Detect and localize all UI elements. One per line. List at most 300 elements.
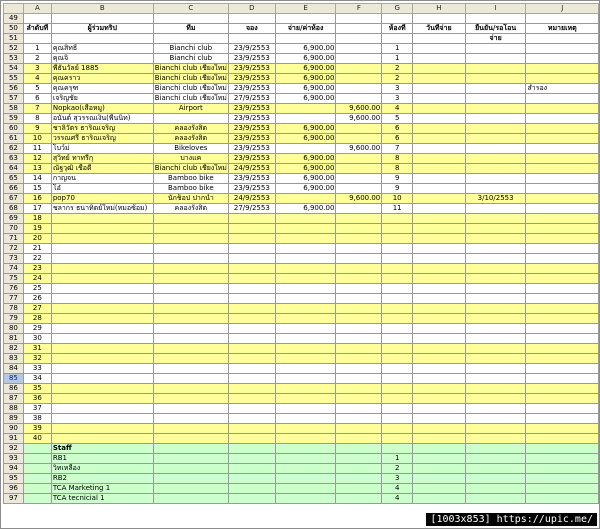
cell-g52[interactable]: 1 — [382, 44, 413, 54]
cell-h62[interactable] — [413, 144, 466, 154]
row-header[interactable]: 50 — [4, 24, 24, 34]
cell-e91[interactable] — [275, 434, 336, 444]
cell-a67[interactable]: 16 — [23, 194, 51, 204]
cell-d68[interactable]: 27/9/2553 — [228, 204, 275, 214]
cell-b91[interactable] — [51, 434, 153, 444]
cell-c88[interactable] — [153, 404, 228, 414]
cell-g96[interactable]: 4 — [382, 484, 413, 494]
cell-b61[interactable]: วรรณศรี ธาริณเจริญ — [51, 134, 153, 144]
cell-f71[interactable] — [336, 234, 382, 244]
cell-h87[interactable] — [413, 394, 466, 404]
cell-c74[interactable] — [153, 264, 228, 274]
cell-e90[interactable] — [275, 424, 336, 434]
cell-e84[interactable] — [275, 364, 336, 374]
row-header[interactable]: 73 — [4, 254, 24, 264]
cell-g87[interactable] — [382, 394, 413, 404]
cell-f70[interactable] — [336, 224, 382, 234]
cell-a60[interactable]: 9 — [23, 124, 51, 134]
cell-i68[interactable] — [465, 204, 526, 214]
cell-h53[interactable] — [413, 54, 466, 64]
cell-g51[interactable] — [382, 34, 413, 44]
cell-f87[interactable] — [336, 394, 382, 404]
cell-f69[interactable] — [336, 214, 382, 224]
cell-d70[interactable] — [228, 224, 275, 234]
row-header[interactable]: 95 — [4, 474, 24, 484]
cell-f67[interactable]: 9,600.00 — [336, 194, 382, 204]
cell-j74[interactable] — [526, 264, 599, 274]
cell-f51[interactable] — [336, 34, 382, 44]
cell-j94[interactable] — [526, 464, 599, 474]
cell-h51[interactable] — [413, 34, 466, 44]
cell-i88[interactable] — [465, 404, 526, 414]
row-header[interactable]: 87 — [4, 394, 24, 404]
cell-i94[interactable] — [465, 464, 526, 474]
cell-h82[interactable] — [413, 344, 466, 354]
cell-j97[interactable] — [526, 494, 599, 504]
cell-b52[interactable]: คุณสิทธิ์ — [51, 44, 153, 54]
cell-b83[interactable] — [51, 354, 153, 364]
cell-j64[interactable] — [526, 164, 599, 174]
cell-b59[interactable]: อนันต์ สุวรรณเงิน(พี่นนิท) — [51, 114, 153, 124]
cell-a68[interactable]: 17 — [23, 204, 51, 214]
cell-b84[interactable] — [51, 364, 153, 374]
cell-h94[interactable] — [413, 464, 466, 474]
cell-h58[interactable] — [413, 104, 466, 114]
cell-i96[interactable] — [465, 484, 526, 494]
cell-c59[interactable] — [153, 114, 228, 124]
cell-h67[interactable] — [413, 194, 466, 204]
cell-i71[interactable] — [465, 234, 526, 244]
cell-i95[interactable] — [465, 474, 526, 484]
cell-b62[interactable]: โบว์ม่ — [51, 144, 153, 154]
cell-d77[interactable] — [228, 294, 275, 304]
cell-h69[interactable] — [413, 214, 466, 224]
cell-j73[interactable] — [526, 254, 599, 264]
cell-c73[interactable] — [153, 254, 228, 264]
cell-f55[interactable] — [336, 74, 382, 84]
cell-c86[interactable] — [153, 384, 228, 394]
cell-e55[interactable]: 6,900.00 — [275, 74, 336, 84]
row-header[interactable]: 88 — [4, 404, 24, 414]
cell-e70[interactable] — [275, 224, 336, 234]
row-header[interactable]: 72 — [4, 244, 24, 254]
cell-f49[interactable] — [336, 14, 382, 24]
cell-h59[interactable] — [413, 114, 466, 124]
cell-d55[interactable]: 23/9/2553 — [228, 74, 275, 84]
cell-d57[interactable]: 27/9/2553 — [228, 94, 275, 104]
cell-h95[interactable] — [413, 474, 466, 484]
cell-b87[interactable] — [51, 394, 153, 404]
cell-g85[interactable] — [382, 374, 413, 384]
cell-i57[interactable] — [465, 94, 526, 104]
cell-g61[interactable]: 6 — [382, 134, 413, 144]
cell-e83[interactable] — [275, 354, 336, 364]
cell-b56[interactable]: คุณครุฑ — [51, 84, 153, 94]
cell-e74[interactable] — [275, 264, 336, 274]
cell-h71[interactable] — [413, 234, 466, 244]
cell-g94[interactable]: 2 — [382, 464, 413, 474]
cell-d87[interactable] — [228, 394, 275, 404]
cell-c78[interactable] — [153, 304, 228, 314]
cell-g82[interactable] — [382, 344, 413, 354]
cell-a94[interactable] — [23, 464, 51, 474]
cell-a52[interactable]: 1 — [23, 44, 51, 54]
row-header[interactable]: 74 — [4, 264, 24, 274]
cell-c66[interactable]: Bamboo bike — [153, 184, 228, 194]
cell-d96[interactable] — [228, 484, 275, 494]
row-header[interactable]: 93 — [4, 454, 24, 464]
row-header[interactable]: 63 — [4, 154, 24, 164]
row-header[interactable]: 70 — [4, 224, 24, 234]
cell-b81[interactable] — [51, 334, 153, 344]
cell-e86[interactable] — [275, 384, 336, 394]
cell-a63[interactable]: 12 — [23, 154, 51, 164]
cell-g65[interactable]: 9 — [382, 174, 413, 184]
cell-b85[interactable] — [51, 374, 153, 384]
cell-g76[interactable] — [382, 284, 413, 294]
cell-e96[interactable] — [275, 484, 336, 494]
cell-a88[interactable]: 37 — [23, 404, 51, 414]
cell-c52[interactable]: Bianchi club — [153, 44, 228, 54]
cell-h79[interactable] — [413, 314, 466, 324]
cell-f72[interactable] — [336, 244, 382, 254]
row-header[interactable]: 86 — [4, 384, 24, 394]
cell-e63[interactable]: 6,900.00 — [275, 154, 336, 164]
cell-a69[interactable]: 18 — [23, 214, 51, 224]
row-header[interactable]: 96 — [4, 484, 24, 494]
cell-f57[interactable] — [336, 94, 382, 104]
cell-d74[interactable] — [228, 264, 275, 274]
cell-d69[interactable] — [228, 214, 275, 224]
cell-i63[interactable] — [465, 154, 526, 164]
cell-h84[interactable] — [413, 364, 466, 374]
cell-e77[interactable] — [275, 294, 336, 304]
cell-j69[interactable] — [526, 214, 599, 224]
cell-c95[interactable] — [153, 474, 228, 484]
column-header-g[interactable]: G — [382, 4, 413, 14]
cell-g50[interactable]: ห้องที่ — [382, 24, 413, 34]
cell-f65[interactable] — [336, 174, 382, 184]
cell-e76[interactable] — [275, 284, 336, 294]
cell-h74[interactable] — [413, 264, 466, 274]
cell-a62[interactable]: 11 — [23, 144, 51, 154]
cell-e49[interactable] — [275, 14, 336, 24]
cell-e87[interactable] — [275, 394, 336, 404]
cell-i61[interactable] — [465, 134, 526, 144]
cell-j60[interactable] — [526, 124, 599, 134]
cell-i58[interactable] — [465, 104, 526, 114]
cell-f80[interactable] — [336, 324, 382, 334]
cell-i73[interactable] — [465, 254, 526, 264]
cell-d62[interactable]: 23/9/2553 — [228, 144, 275, 154]
row-header[interactable]: 60 — [4, 124, 24, 134]
cell-c70[interactable] — [153, 224, 228, 234]
cell-j62[interactable] — [526, 144, 599, 154]
cell-i90[interactable] — [465, 424, 526, 434]
cell-j76[interactable] — [526, 284, 599, 294]
cell-j80[interactable] — [526, 324, 599, 334]
cell-c53[interactable]: Bianchi club — [153, 54, 228, 64]
cell-g83[interactable] — [382, 354, 413, 364]
cell-j57[interactable] — [526, 94, 599, 104]
cell-g72[interactable] — [382, 244, 413, 254]
cell-j75[interactable] — [526, 274, 599, 284]
cell-a79[interactable]: 28 — [23, 314, 51, 324]
cell-i60[interactable] — [465, 124, 526, 134]
cell-a72[interactable]: 21 — [23, 244, 51, 254]
cell-a75[interactable]: 24 — [23, 274, 51, 284]
cell-d67[interactable]: 24/9/2553 — [228, 194, 275, 204]
cell-j82[interactable] — [526, 344, 599, 354]
cell-c71[interactable] — [153, 234, 228, 244]
row-header[interactable]: 53 — [4, 54, 24, 64]
cell-e60[interactable]: 6,900.00 — [275, 124, 336, 134]
row-header[interactable]: 97 — [4, 494, 24, 504]
cell-c96[interactable] — [153, 484, 228, 494]
cell-d85[interactable] — [228, 374, 275, 384]
cell-g67[interactable]: 10 — [382, 194, 413, 204]
row-header[interactable]: 61 — [4, 134, 24, 144]
row-header[interactable]: 90 — [4, 424, 24, 434]
cell-j50[interactable]: หมายเหตุ — [526, 24, 599, 34]
cell-j67[interactable] — [526, 194, 599, 204]
cell-j72[interactable] — [526, 244, 599, 254]
cell-b74[interactable] — [51, 264, 153, 274]
cell-i65[interactable] — [465, 174, 526, 184]
row-header[interactable]: 94 — [4, 464, 24, 474]
cell-d54[interactable]: 23/9/2553 — [228, 64, 275, 74]
cell-c94[interactable] — [153, 464, 228, 474]
cell-b64[interactable]: ณัฐวุฒิ เชื้อดี — [51, 164, 153, 174]
cell-j93[interactable] — [526, 454, 599, 464]
cell-g74[interactable] — [382, 264, 413, 274]
cell-c72[interactable] — [153, 244, 228, 254]
cell-f82[interactable] — [336, 344, 382, 354]
cell-c58[interactable]: Airport — [153, 104, 228, 114]
cell-j89[interactable] — [526, 414, 599, 424]
cell-i53[interactable] — [465, 54, 526, 64]
cell-d64[interactable]: 24/9/2553 — [228, 164, 275, 174]
cell-b49[interactable] — [51, 14, 153, 24]
cell-a50[interactable]: ลำดับที่ — [23, 24, 51, 34]
row-header[interactable]: 76 — [4, 284, 24, 294]
cell-e81[interactable] — [275, 334, 336, 344]
cell-f92[interactable] — [336, 444, 382, 454]
cell-h91[interactable] — [413, 434, 466, 444]
cell-j86[interactable] — [526, 384, 599, 394]
cell-f84[interactable] — [336, 364, 382, 374]
cell-i51[interactable]: จ่าย — [465, 34, 526, 44]
cell-h86[interactable] — [413, 384, 466, 394]
cell-g71[interactable] — [382, 234, 413, 244]
cell-e58[interactable] — [275, 104, 336, 114]
cell-a57[interactable]: 6 — [23, 94, 51, 104]
cell-a64[interactable]: 13 — [23, 164, 51, 174]
cell-i80[interactable] — [465, 324, 526, 334]
cell-a78[interactable]: 27 — [23, 304, 51, 314]
cell-h73[interactable] — [413, 254, 466, 264]
cell-b57[interactable]: เจริญชัย — [51, 94, 153, 104]
cell-e85[interactable] — [275, 374, 336, 384]
cell-j58[interactable] — [526, 104, 599, 114]
cell-j51[interactable] — [526, 34, 599, 44]
cell-f50[interactable] — [336, 24, 382, 34]
cell-f94[interactable] — [336, 464, 382, 474]
cell-a95[interactable] — [23, 474, 51, 484]
cell-e66[interactable]: 6,900.00 — [275, 184, 336, 194]
cell-i84[interactable] — [465, 364, 526, 374]
cell-h97[interactable] — [413, 494, 466, 504]
cell-g84[interactable] — [382, 364, 413, 374]
cell-f64[interactable] — [336, 164, 382, 174]
cell-j96[interactable] — [526, 484, 599, 494]
cell-g92[interactable] — [382, 444, 413, 454]
cell-f78[interactable] — [336, 304, 382, 314]
cell-a73[interactable]: 22 — [23, 254, 51, 264]
cell-e68[interactable]: 6,900.00 — [275, 204, 336, 214]
cell-a76[interactable]: 25 — [23, 284, 51, 294]
select-all-corner[interactable] — [4, 4, 24, 14]
cell-a97[interactable] — [23, 494, 51, 504]
cell-e82[interactable] — [275, 344, 336, 354]
cell-f56[interactable] — [336, 84, 382, 94]
cell-g64[interactable]: 8 — [382, 164, 413, 174]
cell-a90[interactable]: 39 — [23, 424, 51, 434]
cell-f60[interactable] — [336, 124, 382, 134]
cell-h93[interactable] — [413, 454, 466, 464]
cell-j77[interactable] — [526, 294, 599, 304]
cell-d49[interactable] — [228, 14, 275, 24]
cell-j88[interactable] — [526, 404, 599, 414]
cell-g97[interactable]: 4 — [382, 494, 413, 504]
cell-c65[interactable]: Bamboo bike — [153, 174, 228, 184]
cell-b65[interactable]: กาญจน — [51, 174, 153, 184]
row-header[interactable]: 52 — [4, 44, 24, 54]
cell-c67[interactable]: นักช็อป ปากน้ำ — [153, 194, 228, 204]
cell-g68[interactable]: 11 — [382, 204, 413, 214]
cell-e52[interactable]: 6,900.00 — [275, 44, 336, 54]
cell-g93[interactable]: 1 — [382, 454, 413, 464]
column-header-h[interactable]: H — [413, 4, 466, 14]
cell-h81[interactable] — [413, 334, 466, 344]
cell-d82[interactable] — [228, 344, 275, 354]
cell-h70[interactable] — [413, 224, 466, 234]
cell-d78[interactable] — [228, 304, 275, 314]
cell-h50[interactable]: วันที่จ่าย — [413, 24, 466, 34]
cell-g73[interactable] — [382, 254, 413, 264]
cell-g57[interactable]: 3 — [382, 94, 413, 104]
cell-j71[interactable] — [526, 234, 599, 244]
cell-i75[interactable] — [465, 274, 526, 284]
cell-d86[interactable] — [228, 384, 275, 394]
cell-j59[interactable] — [526, 114, 599, 124]
cell-b73[interactable] — [51, 254, 153, 264]
cell-c55[interactable]: Bianchi club เชียงใหม่ — [154, 74, 227, 82]
cell-c84[interactable] — [153, 364, 228, 374]
cell-e67[interactable] — [275, 194, 336, 204]
cell-a82[interactable]: 31 — [23, 344, 51, 354]
cell-j95[interactable] — [526, 474, 599, 484]
cell-c76[interactable] — [153, 284, 228, 294]
cell-b92[interactable]: Staff — [51, 444, 153, 454]
cell-d66[interactable]: 23/9/2553 — [228, 184, 275, 194]
cell-i77[interactable] — [465, 294, 526, 304]
row-header[interactable]: 89 — [4, 414, 24, 424]
cell-a65[interactable]: 14 — [23, 174, 51, 184]
cell-g55[interactable]: 2 — [382, 74, 413, 84]
row-header[interactable]: 75 — [4, 274, 24, 284]
row-header[interactable]: 64 — [4, 164, 24, 174]
cell-d81[interactable] — [228, 334, 275, 344]
cell-g63[interactable]: 8 — [382, 154, 413, 164]
row-header[interactable]: 92 — [4, 444, 24, 454]
cell-i69[interactable] — [465, 214, 526, 224]
cell-i70[interactable] — [465, 224, 526, 234]
cell-i66[interactable] — [465, 184, 526, 194]
cell-j84[interactable] — [526, 364, 599, 374]
row-header[interactable]: 78 — [4, 304, 24, 314]
cell-a91[interactable]: 40 — [23, 434, 51, 444]
row-header[interactable]: 81 — [4, 334, 24, 344]
cell-i52[interactable] — [465, 44, 526, 54]
cell-g81[interactable] — [382, 334, 413, 344]
row-header[interactable]: 57 — [4, 94, 24, 104]
cell-e94[interactable] — [275, 464, 336, 474]
cell-j79[interactable] — [526, 314, 599, 324]
cell-c79[interactable] — [153, 314, 228, 324]
cell-d53[interactable]: 23/9/2553 — [228, 54, 275, 64]
cell-e54[interactable]: 6,900.00 — [275, 64, 336, 74]
cell-e71[interactable] — [275, 234, 336, 244]
cell-a61[interactable]: 10 — [23, 134, 51, 144]
cell-h68[interactable] — [413, 204, 466, 214]
cell-c80[interactable] — [153, 324, 228, 334]
cell-a93[interactable] — [23, 454, 51, 464]
cell-h56[interactable] — [413, 84, 466, 94]
row-header[interactable]: 84 — [4, 364, 24, 374]
cell-a92[interactable] — [23, 444, 51, 454]
column-header-i[interactable]: I — [465, 4, 526, 14]
cell-b86[interactable] — [51, 384, 153, 394]
cell-c50[interactable]: ทีม — [153, 24, 228, 34]
cell-d79[interactable] — [228, 314, 275, 324]
cell-g79[interactable] — [382, 314, 413, 324]
row-header[interactable]: 80 — [4, 324, 24, 334]
cell-j81[interactable] — [526, 334, 599, 344]
cell-b78[interactable] — [51, 304, 153, 314]
row-header[interactable]: 67 — [4, 194, 24, 204]
cell-d72[interactable] — [228, 244, 275, 254]
cell-e80[interactable] — [275, 324, 336, 334]
cell-a80[interactable]: 29 — [23, 324, 51, 334]
cell-d73[interactable] — [228, 254, 275, 264]
cell-j65[interactable] — [526, 174, 599, 184]
cell-d91[interactable] — [228, 434, 275, 444]
cell-f90[interactable] — [336, 424, 382, 434]
cell-i86[interactable] — [465, 384, 526, 394]
cell-c49[interactable] — [153, 14, 228, 24]
cell-d84[interactable] — [228, 364, 275, 374]
row-header[interactable]: 82 — [4, 344, 24, 354]
cell-b79[interactable] — [51, 314, 153, 324]
cell-b80[interactable] — [51, 324, 153, 334]
column-header-j[interactable]: J — [526, 4, 599, 14]
cell-j85[interactable] — [526, 374, 599, 384]
cell-a49[interactable] — [23, 14, 51, 24]
cell-h96[interactable] — [413, 484, 466, 494]
cell-a96[interactable] — [23, 484, 51, 494]
cell-a81[interactable]: 30 — [23, 334, 51, 344]
